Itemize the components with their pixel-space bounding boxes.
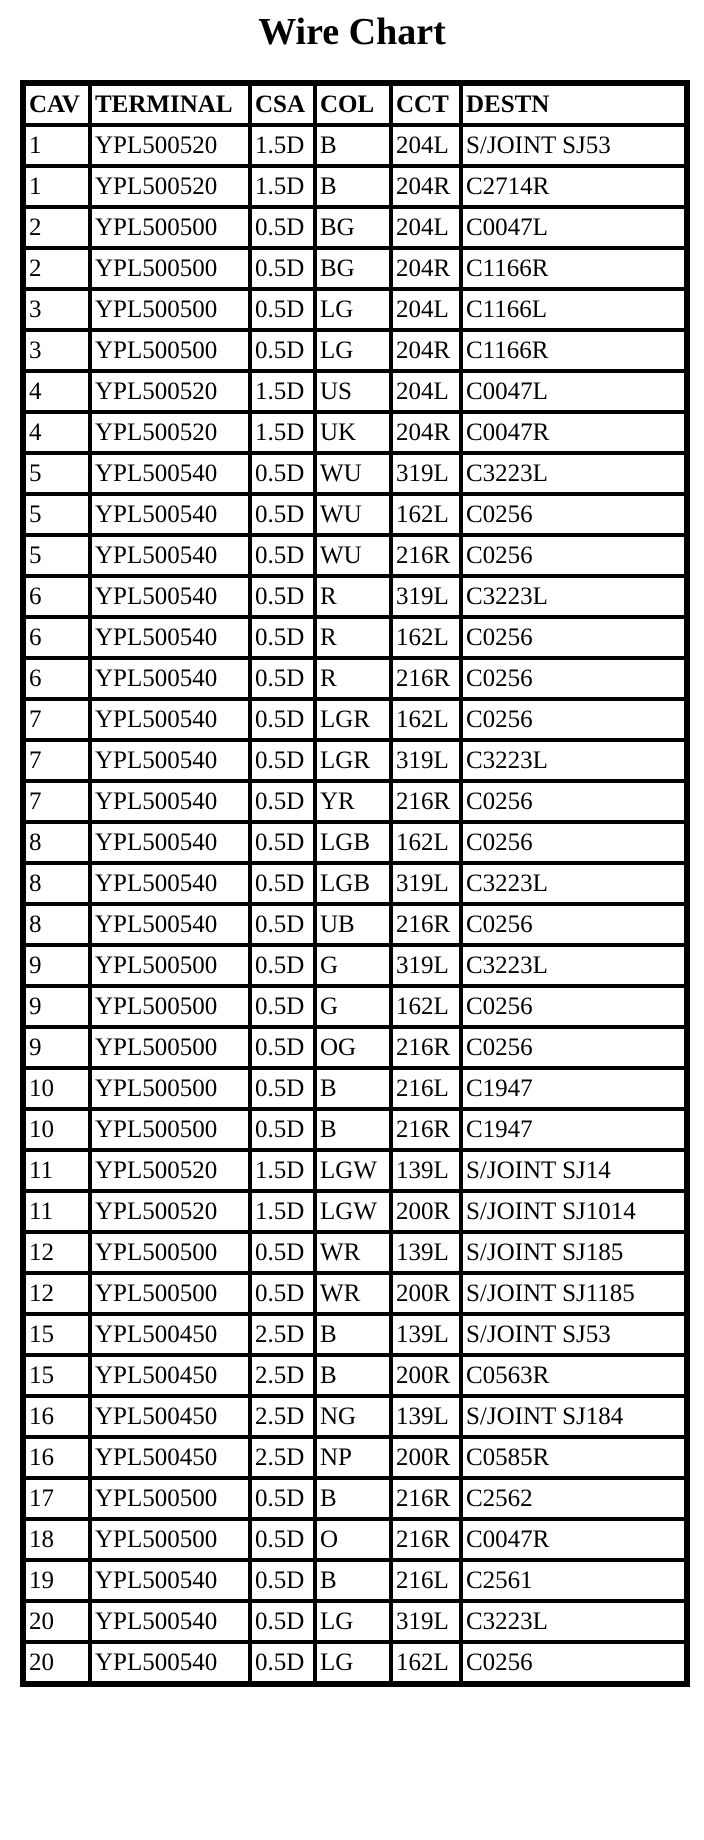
table-body [24, 125, 686, 1683]
cell-cav: 4 [24, 412, 90, 453]
cell-terminal: YPL500500 [90, 1068, 250, 1109]
cell-col: B [315, 1314, 391, 1355]
cell-cav: 1 [24, 125, 90, 166]
cell-col: LG [315, 330, 391, 371]
cell-destn: C1166R [461, 330, 686, 371]
cell-terminal: YPL500540 [90, 822, 250, 863]
cell-col: BG [315, 207, 391, 248]
cell-csa: 0.5D [250, 822, 315, 863]
cell-terminal: YPL500540 [90, 781, 250, 822]
cell-terminal: YPL500520 [90, 166, 250, 207]
cell-csa: 0.5D [250, 1232, 315, 1273]
cell-terminal: YPL500540 [90, 740, 250, 781]
cell-cct: 319L [391, 453, 461, 494]
cell-cav: 5 [24, 494, 90, 535]
table-row [24, 494, 686, 535]
cell-terminal: YPL500520 [90, 125, 250, 166]
header-destn: DESTN [461, 84, 686, 125]
cell-col: B [315, 1068, 391, 1109]
cell-cct: 216R [391, 1027, 461, 1068]
cell-terminal: YPL500500 [90, 289, 250, 330]
cell-cct: 319L [391, 863, 461, 904]
cell-csa: 0.5D [250, 1068, 315, 1109]
cell-csa: 0.5D [250, 330, 315, 371]
cell-cct: 216R [391, 781, 461, 822]
cell-cav: 2 [24, 248, 90, 289]
cell-cav: 5 [24, 535, 90, 576]
cell-cct: 204R [391, 248, 461, 289]
cell-col: LG [315, 1642, 391, 1683]
cell-terminal: YPL500500 [90, 1273, 250, 1314]
cell-col: UK [315, 412, 391, 453]
cell-destn: C0256 [461, 699, 686, 740]
cell-cct: 216R [391, 535, 461, 576]
cell-terminal: YPL500500 [90, 330, 250, 371]
cell-cct: 162L [391, 494, 461, 535]
cell-csa: 0.5D [250, 1642, 315, 1683]
cell-destn: C0256 [461, 1027, 686, 1068]
cell-cav: 9 [24, 945, 90, 986]
cell-terminal: YPL500450 [90, 1355, 250, 1396]
cell-col: B [315, 1355, 391, 1396]
cell-terminal: YPL500450 [90, 1396, 250, 1437]
cell-csa: 2.5D [250, 1437, 315, 1478]
table-row [24, 1396, 686, 1437]
table-row [24, 330, 686, 371]
cell-csa: 0.5D [250, 1273, 315, 1314]
table-row [24, 125, 686, 166]
cell-csa: 1.5D [250, 1191, 315, 1232]
cell-destn: C0256 [461, 1642, 686, 1683]
cell-cav: 19 [24, 1560, 90, 1601]
cell-cct: 216R [391, 658, 461, 699]
cell-col: G [315, 986, 391, 1027]
cell-destn: C3223L [461, 740, 686, 781]
cell-cav: 20 [24, 1601, 90, 1642]
cell-destn: C0256 [461, 617, 686, 658]
cell-csa: 0.5D [250, 986, 315, 1027]
cell-cct: 162L [391, 617, 461, 658]
cell-col: B [315, 125, 391, 166]
cell-col: WU [315, 453, 391, 494]
table-row [24, 1437, 686, 1478]
cell-cct: 162L [391, 986, 461, 1027]
cell-destn: C0256 [461, 904, 686, 945]
cell-cct: 204L [391, 289, 461, 330]
cell-col: LGR [315, 699, 391, 740]
cell-cav: 6 [24, 658, 90, 699]
cell-csa: 0.5D [250, 1478, 315, 1519]
cell-cct: 204L [391, 125, 461, 166]
cell-cct: 216R [391, 1109, 461, 1150]
cell-destn: C0256 [461, 781, 686, 822]
table-row [24, 412, 686, 453]
cell-terminal: YPL500500 [90, 1232, 250, 1273]
cell-destn: S/JOINT SJ53 [461, 1314, 686, 1355]
cell-csa: 0.5D [250, 535, 315, 576]
table-row [24, 1519, 686, 1560]
table-row [24, 1232, 686, 1273]
cell-csa: 0.5D [250, 1560, 315, 1601]
cell-destn: C0256 [461, 986, 686, 1027]
cell-destn: C1947 [461, 1068, 686, 1109]
table-row [24, 1191, 686, 1232]
cell-terminal: YPL500540 [90, 904, 250, 945]
cell-destn: C0256 [461, 658, 686, 699]
cell-cav: 3 [24, 289, 90, 330]
cell-terminal: YPL500540 [90, 1560, 250, 1601]
cell-cct: 200R [391, 1437, 461, 1478]
cell-destn: S/JOINT SJ14 [461, 1150, 686, 1191]
cell-terminal: YPL500540 [90, 1601, 250, 1642]
cell-csa: 1.5D [250, 371, 315, 412]
cell-col: OG [315, 1027, 391, 1068]
cell-cav: 4 [24, 371, 90, 412]
cell-col: B [315, 1109, 391, 1150]
cell-terminal: YPL500540 [90, 658, 250, 699]
cell-cct: 319L [391, 945, 461, 986]
cell-col: G [315, 945, 391, 986]
cell-cav: 9 [24, 1027, 90, 1068]
cell-csa: 0.5D [250, 945, 315, 986]
cell-cct: 216R [391, 1519, 461, 1560]
cell-destn: S/JOINT SJ53 [461, 125, 686, 166]
cell-cct: 204R [391, 330, 461, 371]
table-row [24, 658, 686, 699]
table-row [24, 1642, 686, 1683]
cell-terminal: YPL500450 [90, 1314, 250, 1355]
wire-chart-table [20, 80, 690, 1687]
table-row [24, 1478, 686, 1519]
cell-col: R [315, 658, 391, 699]
cell-cct: 319L [391, 740, 461, 781]
table-row [24, 1355, 686, 1396]
cell-col: UB [315, 904, 391, 945]
table-row [24, 207, 686, 248]
cell-terminal: YPL500540 [90, 453, 250, 494]
cell-csa: 0.5D [250, 658, 315, 699]
table-row [24, 1027, 686, 1068]
table-row [24, 453, 686, 494]
cell-col: BG [315, 248, 391, 289]
cell-terminal: YPL500540 [90, 617, 250, 658]
cell-destn: C1166R [461, 248, 686, 289]
cell-terminal: YPL500540 [90, 494, 250, 535]
cell-terminal: YPL500500 [90, 1027, 250, 1068]
table-row [24, 699, 686, 740]
cell-destn: S/JOINT SJ185 [461, 1232, 686, 1273]
cell-cct: 319L [391, 1601, 461, 1642]
cell-destn: C2562 [461, 1478, 686, 1519]
table-row [24, 166, 686, 207]
cell-csa: 2.5D [250, 1355, 315, 1396]
cell-cct: 139L [391, 1150, 461, 1191]
cell-col: WR [315, 1273, 391, 1314]
cell-csa: 0.5D [250, 207, 315, 248]
table-row [24, 740, 686, 781]
cell-col: LGB [315, 822, 391, 863]
cell-cav: 7 [24, 740, 90, 781]
table-row [24, 1560, 686, 1601]
cell-cct: 139L [391, 1232, 461, 1273]
cell-destn: C0256 [461, 822, 686, 863]
cell-col: LG [315, 1601, 391, 1642]
header-col: COL [315, 84, 391, 125]
cell-cav: 7 [24, 781, 90, 822]
cell-destn: C0585R [461, 1437, 686, 1478]
cell-cav: 20 [24, 1642, 90, 1683]
cell-csa: 0.5D [250, 453, 315, 494]
cell-col: WU [315, 494, 391, 535]
cell-csa: 1.5D [250, 166, 315, 207]
cell-destn: C2714R [461, 166, 686, 207]
cell-terminal: YPL500540 [90, 863, 250, 904]
cell-destn: S/JOINT SJ1185 [461, 1273, 686, 1314]
header-csa: CSA [250, 84, 315, 125]
cell-cav: 7 [24, 699, 90, 740]
table-row [24, 248, 686, 289]
cell-destn: C0047L [461, 371, 686, 412]
cell-cct: 204R [391, 412, 461, 453]
cell-cav: 16 [24, 1437, 90, 1478]
cell-cav: 10 [24, 1068, 90, 1109]
cell-col: LGB [315, 863, 391, 904]
cell-cav: 11 [24, 1191, 90, 1232]
cell-cav: 10 [24, 1109, 90, 1150]
cell-cct: 200R [391, 1191, 461, 1232]
cell-cct: 162L [391, 1642, 461, 1683]
table-row [24, 576, 686, 617]
cell-terminal: YPL500500 [90, 207, 250, 248]
cell-col: B [315, 1478, 391, 1519]
cell-destn: C0047R [461, 1519, 686, 1560]
cell-col: LG [315, 289, 391, 330]
cell-csa: 0.5D [250, 1601, 315, 1642]
cell-csa: 2.5D [250, 1314, 315, 1355]
cell-terminal: YPL500500 [90, 1519, 250, 1560]
table-row [24, 617, 686, 658]
table-row [24, 535, 686, 576]
cell-cav: 5 [24, 453, 90, 494]
cell-csa: 0.5D [250, 781, 315, 822]
cell-cct: 162L [391, 822, 461, 863]
header-terminal: TERMINAL [90, 84, 250, 125]
cell-csa: 0.5D [250, 699, 315, 740]
cell-destn: C0047L [461, 207, 686, 248]
cell-csa: 1.5D [250, 1150, 315, 1191]
cell-col: LGW [315, 1191, 391, 1232]
cell-cav: 15 [24, 1314, 90, 1355]
cell-csa: 1.5D [250, 412, 315, 453]
cell-terminal: YPL500540 [90, 1642, 250, 1683]
cell-col: NG [315, 1396, 391, 1437]
cell-cav: 3 [24, 330, 90, 371]
cell-csa: 0.5D [250, 1027, 315, 1068]
cell-cav: 12 [24, 1273, 90, 1314]
cell-csa: 0.5D [250, 289, 315, 330]
cell-terminal: YPL500520 [90, 1191, 250, 1232]
cell-destn: C1947 [461, 1109, 686, 1150]
cell-destn: S/JOINT SJ184 [461, 1396, 686, 1437]
cell-col: O [315, 1519, 391, 1560]
table-row [24, 986, 686, 1027]
cell-csa: 1.5D [250, 125, 315, 166]
cell-csa: 0.5D [250, 863, 315, 904]
cell-col: B [315, 166, 391, 207]
cell-cct: 204L [391, 207, 461, 248]
table-row [24, 945, 686, 986]
cell-col: WU [315, 535, 391, 576]
cell-terminal: YPL500540 [90, 576, 250, 617]
cell-cav: 8 [24, 904, 90, 945]
table-row [24, 822, 686, 863]
cell-col: YR [315, 781, 391, 822]
cell-cct: 216L [391, 1068, 461, 1109]
cell-terminal: YPL500500 [90, 945, 250, 986]
cell-terminal: YPL500520 [90, 371, 250, 412]
cell-cav: 11 [24, 1150, 90, 1191]
cell-col: WR [315, 1232, 391, 1273]
cell-destn: C3223L [461, 863, 686, 904]
cell-csa: 2.5D [250, 1396, 315, 1437]
cell-terminal: YPL500450 [90, 1437, 250, 1478]
cell-csa: 0.5D [250, 576, 315, 617]
cell-cct: 139L [391, 1314, 461, 1355]
cell-cav: 1 [24, 166, 90, 207]
cell-destn: C3223L [461, 453, 686, 494]
cell-cct: 200R [391, 1355, 461, 1396]
cell-csa: 0.5D [250, 740, 315, 781]
cell-cct: 204R [391, 166, 461, 207]
cell-cct: 216L [391, 1560, 461, 1601]
cell-destn: C3223L [461, 576, 686, 617]
cell-col: NP [315, 1437, 391, 1478]
cell-cct: 200R [391, 1273, 461, 1314]
cell-csa: 0.5D [250, 1519, 315, 1560]
cell-terminal: YPL500520 [90, 412, 250, 453]
table-row [24, 1273, 686, 1314]
cell-cct: 216R [391, 1478, 461, 1519]
table-row [24, 1109, 686, 1150]
page-title: Wire Chart [258, 11, 446, 53]
cell-csa: 0.5D [250, 494, 315, 535]
cell-cav: 6 [24, 617, 90, 658]
table-row [24, 904, 686, 945]
cell-cct: 319L [391, 576, 461, 617]
cell-col: LGR [315, 740, 391, 781]
cell-col: R [315, 576, 391, 617]
cell-col: US [315, 371, 391, 412]
cell-cav: 17 [24, 1478, 90, 1519]
cell-destn: C0256 [461, 535, 686, 576]
cell-terminal: YPL500540 [90, 535, 250, 576]
cell-terminal: YPL500500 [90, 1478, 250, 1519]
cell-cav: 18 [24, 1519, 90, 1560]
cell-csa: 0.5D [250, 617, 315, 658]
header-cct: CCT [391, 84, 461, 125]
cell-cav: 6 [24, 576, 90, 617]
cell-csa: 0.5D [250, 1109, 315, 1150]
table-row [24, 1150, 686, 1191]
table-row [24, 1314, 686, 1355]
cell-col: R [315, 617, 391, 658]
cell-cct: 162L [391, 699, 461, 740]
cell-destn: C0563R [461, 1355, 686, 1396]
cell-cav: 8 [24, 863, 90, 904]
cell-terminal: YPL500500 [90, 986, 250, 1027]
cell-destn: C2561 [461, 1560, 686, 1601]
cell-destn: S/JOINT SJ1014 [461, 1191, 686, 1232]
cell-terminal: YPL500520 [90, 1150, 250, 1191]
table-row [24, 863, 686, 904]
cell-col: B [315, 1560, 391, 1601]
cell-cct: 139L [391, 1396, 461, 1437]
table-row [24, 289, 686, 330]
cell-terminal: YPL500500 [90, 1109, 250, 1150]
table-row [24, 1601, 686, 1642]
table-row [24, 781, 686, 822]
table-row [24, 371, 686, 412]
table-header-row [24, 84, 686, 125]
cell-destn: C3223L [461, 1601, 686, 1642]
cell-destn: C0047R [461, 412, 686, 453]
cell-csa: 0.5D [250, 904, 315, 945]
cell-destn: C1166L [461, 289, 686, 330]
cell-cct: 204L [391, 371, 461, 412]
table-row [24, 1068, 686, 1109]
cell-cav: 15 [24, 1355, 90, 1396]
cell-cav: 8 [24, 822, 90, 863]
cell-cav: 9 [24, 986, 90, 1027]
cell-csa: 0.5D [250, 248, 315, 289]
cell-cav: 16 [24, 1396, 90, 1437]
cell-terminal: YPL500540 [90, 699, 250, 740]
cell-cav: 2 [24, 207, 90, 248]
cell-destn: C0256 [461, 494, 686, 535]
cell-terminal: YPL500500 [90, 248, 250, 289]
cell-cct: 216R [391, 904, 461, 945]
cell-destn: C3223L [461, 945, 686, 986]
header-cav: CAV [24, 84, 90, 125]
cell-col: LGW [315, 1150, 391, 1191]
cell-cav: 12 [24, 1232, 90, 1273]
